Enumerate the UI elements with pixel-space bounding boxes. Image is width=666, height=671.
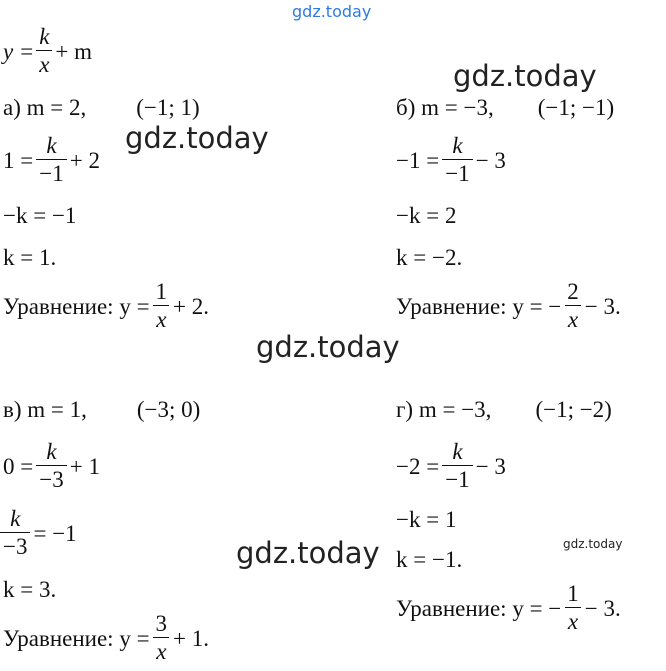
part-g-line2: −k = 1: [396, 507, 457, 532]
watermark-small: gdz.today: [563, 537, 623, 551]
fraction-numerator: 1: [567, 581, 579, 606]
equation-label: Уравнение: y =: [3, 293, 150, 319]
part-g-point: (−1; −2): [535, 397, 612, 422]
fraction-denominator: −1: [442, 465, 472, 492]
part-v-line1: [3, 440, 100, 492]
watermark-top: gdz.today: [292, 2, 372, 21]
part-g-equation: [396, 582, 621, 634]
main-formula: [3, 25, 92, 77]
fraction: [153, 612, 171, 664]
part-a-header: [3, 96, 200, 119]
fraction: [442, 134, 472, 186]
fraction: [564, 582, 582, 634]
formula-fraction: [36, 25, 52, 77]
equation-tail: + 1.: [173, 625, 210, 651]
part-g-condition: г) m = −3,: [396, 397, 492, 422]
fraction: [442, 440, 472, 492]
equation-tail: + 2.: [173, 293, 210, 319]
fraction-denominator: x: [565, 607, 581, 634]
equation-label: Уравнение: y = −: [396, 595, 562, 621]
part-v-header: [3, 398, 200, 421]
part-a-point: (−1; 1): [136, 95, 200, 120]
fraction-denominator: −3: [0, 532, 30, 559]
part-a-condition: а) m = 2,: [3, 95, 87, 120]
equation-lhs: −2 =: [396, 453, 440, 479]
part-v-line3: k = 3.: [3, 577, 57, 602]
watermark: gdz.today: [453, 59, 597, 93]
equation-tail: = −1: [33, 520, 77, 546]
fraction: [0, 507, 30, 559]
part-b-point: (−1; −1): [537, 95, 615, 120]
part-a-equation: [3, 280, 209, 332]
fraction-numerator: k: [452, 133, 463, 158]
part-b-header: [396, 96, 614, 119]
fraction-numerator: 1: [155, 279, 168, 304]
part-b-line3: k = −2.: [396, 245, 463, 270]
equation-lhs: 1 =: [3, 147, 34, 173]
fraction-denominator: x: [565, 305, 581, 332]
fraction-denominator: −3: [36, 465, 66, 492]
fraction-numerator: 2: [567, 279, 579, 304]
watermark: gdz.today: [256, 330, 400, 364]
watermark: gdz.today: [125, 121, 269, 155]
equation-tail: − 3.: [584, 595, 621, 621]
fraction-denominator: −1: [36, 159, 66, 186]
fraction: [36, 134, 66, 186]
part-g-line1: [396, 440, 506, 492]
fraction-denominator: x: [153, 305, 169, 332]
equation-lhs: 0 =: [3, 453, 34, 479]
equation-tail: + 2: [69, 147, 100, 173]
part-b-equation: [396, 280, 621, 332]
part-v-line2: [0, 507, 77, 559]
formula-tail: + m: [55, 38, 93, 64]
fraction: [564, 280, 582, 332]
fraction-numerator: k: [46, 133, 57, 158]
equation-tail: − 3.: [584, 293, 621, 319]
part-v-equation: [3, 612, 209, 664]
part-b-condition: б) m = −3,: [396, 95, 494, 120]
fraction-denominator: −1: [442, 159, 472, 186]
fraction-numerator: k: [39, 24, 50, 49]
equation-label: Уравнение: y = −: [396, 293, 562, 319]
part-b-line1: [396, 134, 506, 186]
fraction-numerator: 3: [155, 611, 168, 636]
fraction-denominator: x: [36, 50, 52, 77]
equation-label: Уравнение: y =: [3, 625, 150, 651]
part-g-line3: k = −1.: [396, 547, 463, 572]
equation-tail: − 3: [475, 147, 506, 173]
part-a-line1: [3, 134, 100, 186]
watermark: gdz.today: [236, 536, 380, 570]
fraction: [36, 440, 66, 492]
fraction-denominator: x: [153, 637, 169, 664]
formula-y: y: [3, 38, 14, 64]
part-a-line3: k = 1.: [3, 245, 57, 270]
fraction-numerator: k: [46, 439, 57, 464]
fraction-numerator: k: [452, 439, 463, 464]
fraction-numerator: k: [10, 506, 21, 531]
equation-tail: − 3: [475, 453, 506, 479]
equation-tail: + 1: [69, 453, 100, 479]
formula-eq: =: [20, 38, 34, 64]
part-v-condition: в) m = 1,: [3, 397, 87, 422]
fraction: [153, 280, 171, 332]
equation-lhs: −1 =: [396, 147, 440, 173]
part-g-header: [396, 398, 612, 421]
part-b-line2: −k = 2: [396, 203, 457, 228]
part-a-line2: −k = −1: [3, 203, 77, 228]
part-v-point: (−3; 0): [136, 397, 201, 422]
